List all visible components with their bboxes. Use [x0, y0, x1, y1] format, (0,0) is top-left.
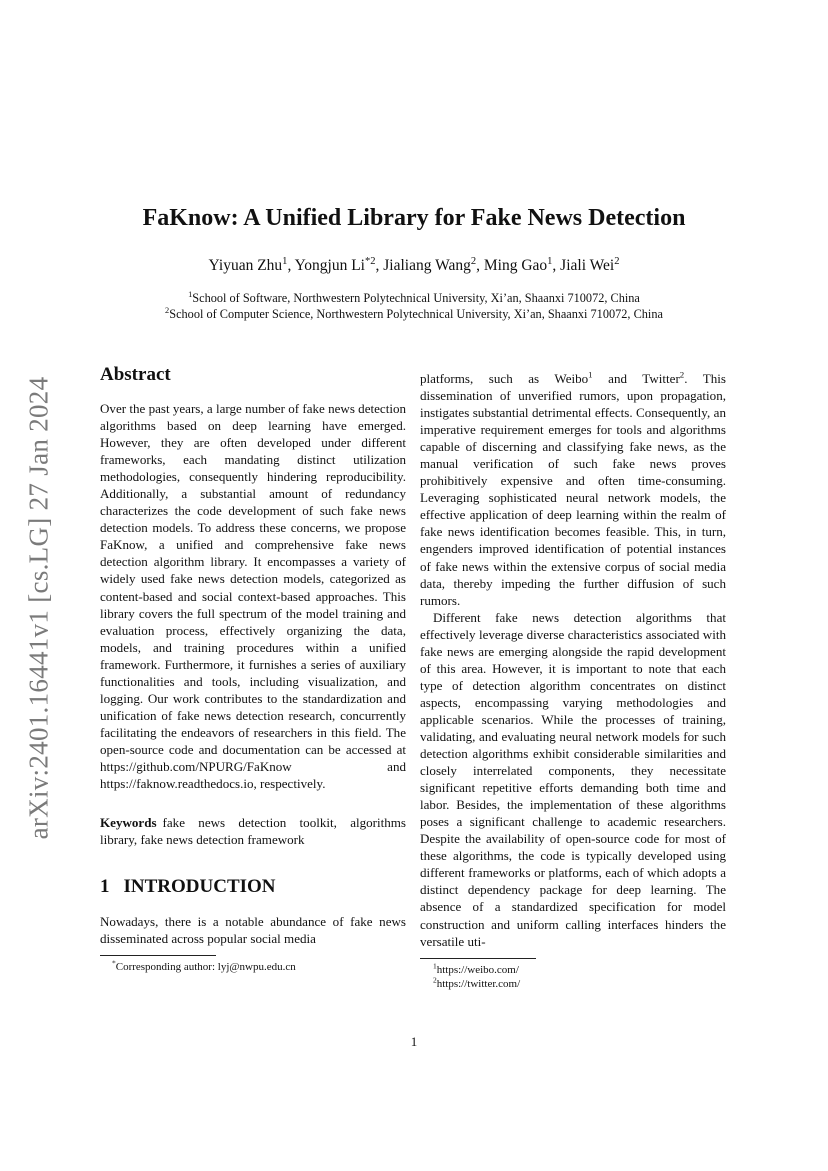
section-number: 1	[100, 876, 110, 898]
affiliation-mark: 2	[165, 305, 170, 315]
author-name: Ming Gao	[483, 257, 548, 274]
right-column	[420, 370, 726, 991]
section-title: INTRODUCTION	[123, 876, 276, 898]
author-mark: *2	[364, 255, 376, 267]
author-name: Jiali Wei	[560, 257, 615, 274]
author-mark: 2	[614, 255, 620, 267]
keywords-paragraph	[100, 814, 406, 848]
affiliation-text: School of Computer Science, Northwestern Polytechnical University, Xi’an, Shaanxi 710072, China	[169, 307, 663, 321]
arxiv-sidebar-stamp	[16, 365, 62, 850]
author-list: Yiyuan Zhu$^1$, Yongjun Li$^{*2}$, Jialiang Wang$^2$, Ming Gao$^1$, Jiali Wei$^2$	[208, 255, 620, 274]
author-mark: 1	[547, 255, 553, 267]
abstract-text: Over the past years, a large number of fake news detection algorithms based on deep learning have emerged. However, they are often developed under different frameworks, each mandating distinct utilization methodologies, consequently hindering reproducibility. Additionally, a substantial amount of redundancy characterizes the code development of such fake news detection models. To address these concerns, we propose FaKnow, a unified and comprehensive fake news detection algorithm library. It encompasses a variety of widely used fake news detection models, categorized as content-based and social context-based approaches. This library covers the full spectrum of the model training and evaluation process, effectively organizing the data, models, and training procedures within a unified framework. Furthermore, it furnishes a series of auxiliary functionalities and tools, including visualization, and logging. Our work contributes to the standardization and unification of fake news detection research, concurrently facilitating the endeavors of researchers in this field. The open-source code and documentation can be accessed at https://github.com/NPURG/FaKnow and https://faknow.readthedocs.io, respectively.	[100, 401, 406, 792]
intro-paragraph-start: Nowadays, there is a notable abundance of fake news disseminated across popular social media	[100, 914, 406, 947]
affiliation-list	[0, 290, 828, 322]
intro-text-part: . This dissemination of unverified rumors, upon propagation, instigates substantial detrimental effects. Consequently, an imperative requirement emerges for tools and algorithms capable of discerning and classifying fake news, as the manual verification of such fake news proves prohibitively expensive and often time-consuming. Leveraging sophisticated neural network models, the effective application of deep learning within the realm of fake news identification becomes feasible. This, in turn, engenders improved identification of potential instances of fake news within the extensive corpus of social media data, thereby impeding the further diffusion of such rumors.	[420, 371, 726, 608]
author-mark: 1	[282, 255, 288, 267]
footnote-mark: 2	[433, 974, 437, 984]
intro-paragraph-2: Different fake news detection algorithms that effectively leverage diverse characteristics associated with fake news are emerging alongside the rapid development of this area. However, it is important to note that each type of detection algorithm concentrates on distinct aspects, encompassing varying methodologies and applicable scenarios. While the processes of training, validating, and evaluating neural network models for such detection algorithms exhibit considerable similarities and closely interrelated components, they necessitate significant repetitive efforts demanding both time and labor. Besides, the implementation of these algorithms poses a significant challenge to academic researchers. Despite the availability of open-source code for most of these algorithms, the code is typically developed using different frameworks or platforms, each of which adopts a distinct dependency package for deep learning. The absence of a standardized specification for model construction and uniform calling interfaces hinders the versatile uti-	[420, 609, 726, 949]
paper-title: FaKnow: A Unified Library for Fake News Detection	[142, 205, 686, 231]
footnote-corresponding	[100, 960, 406, 974]
arxiv-id-text: arXiv:2401.16441v1 [cs.LG] 27 Jan 2024	[23, 376, 54, 839]
page-number: 1	[410, 1034, 418, 1049]
footnote-text: Corresponding author: lyj@nwpu.edu.cn	[115, 961, 296, 974]
author-name: Yiyuan Zhu	[208, 257, 283, 274]
intro-text-part: and Twitter	[592, 371, 680, 386]
keywords-label: Keywords	[100, 815, 157, 831]
footnote-mark: 1	[433, 960, 437, 970]
affiliation-text: School of Software, Northwestern Polytechnical University, Xi’an, Shaanxi 710072, China	[192, 291, 640, 305]
footnote-ref: 1	[588, 369, 593, 380]
affiliation-mark: 1	[188, 289, 193, 299]
affiliation	[0, 290, 828, 306]
footnote-url[interactable]: https://twitter.com/	[436, 977, 521, 990]
author-mark: 2	[470, 255, 477, 267]
author-name: Jialiang Wang	[383, 257, 471, 274]
footnote-1	[420, 960, 726, 977]
abstract-heading: Abstract	[100, 364, 171, 385]
section-heading	[100, 874, 406, 900]
left-column	[100, 362, 406, 974]
footnote-mark: *	[112, 958, 116, 968]
intro-paragraph-continued	[420, 370, 726, 609]
footnote-2	[420, 974, 726, 991]
affiliation	[0, 306, 828, 322]
footnote-rule	[100, 955, 216, 956]
footnote-rule	[420, 958, 536, 959]
footnote-ref: 2	[679, 369, 685, 380]
author-name: Yongjun Li	[294, 257, 365, 274]
footnote-url[interactable]: https://weibo.com/	[436, 963, 519, 976]
keywords-text: fake news detection toolkit, algorithms library, fake news detection framework	[100, 815, 406, 848]
intro-text-part: platforms, such as Weibo	[420, 371, 589, 386]
